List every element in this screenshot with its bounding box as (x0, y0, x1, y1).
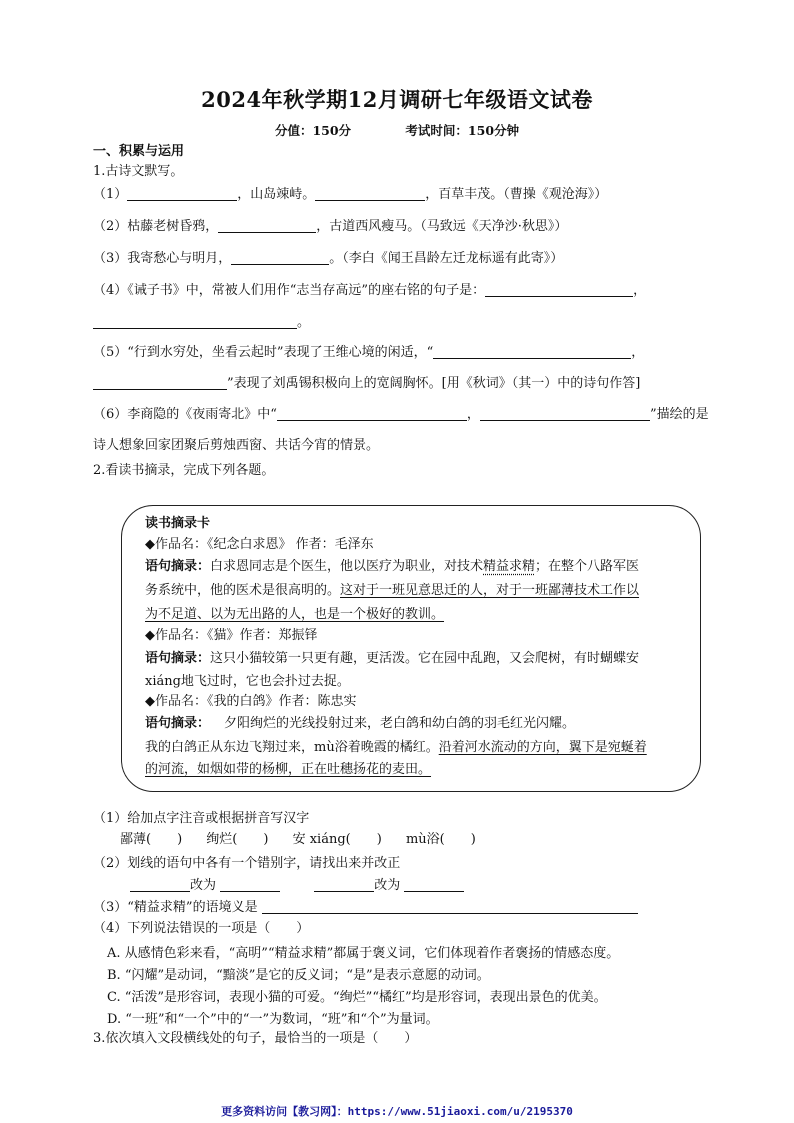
pinyin-item: 安 xiáng( ) (292, 832, 382, 847)
option-b[interactable]: B. “闪耀”是动词，“黯淡”是它的反义词；“是”是表示意愿的动词。 (107, 968, 490, 983)
q1-5: （5）“行到水穷处，坐看云起时”表现了王维心境的闲适，“ ， (93, 345, 645, 360)
answer-blank[interactable] (404, 877, 464, 892)
score-label: 分值：150分 (274, 123, 352, 138)
q2-title: 2.看读书摘录，完成下列各题。 (93, 463, 275, 478)
work-1-line-1: 语句摘录：白求恩同志是个医生，他以医疗为职业，对技术精益求精；在整个八路军医 (145, 559, 640, 574)
page-title: 2024年秋学期12月调研七年级语文试卷 (201, 87, 593, 112)
work-2: ◆作品名：《猫》作者：郑振铎 (145, 628, 318, 643)
footer-link[interactable]: 更多资料访问【教习网】：https://www.51jiaoxi.com/u/2195370 (221, 1105, 573, 1118)
work-2-line-2: xiáng地飞过时，它也会扑过去捉。 (145, 674, 350, 689)
q3-title: 3.依次填入文段横线处的句子，最恰当的一项是（ ） (93, 1031, 418, 1046)
sub-q3: （3）“精益求精”的语境义是 (93, 899, 638, 917)
answer-blank[interactable] (93, 314, 297, 329)
option-d[interactable]: D. “一班”和“一个”中的“一”为数词，“班”和“个”为量词。 (107, 1012, 439, 1027)
answer-blank[interactable] (277, 406, 467, 421)
answer-blank[interactable] (231, 250, 329, 265)
work-2-line-1: 语句摘录：这只小猫较第一只更有趣，更活泼。它在园中乱跑，又会爬树，有时蝴蝶安 (145, 651, 640, 666)
answer-blank[interactable] (315, 186, 425, 201)
work-1: ◆作品名：《纪念白求恩》 作者：毛泽东 (145, 537, 374, 552)
answer-blank[interactable] (262, 899, 638, 914)
answer-blank[interactable] (480, 406, 650, 421)
q1-4-cont: 。 (93, 314, 310, 332)
reading-card (121, 505, 701, 792)
work-3-line-3: 的河流，如烟如带的杨柳，正在吐穗扬花的麦田。 (145, 762, 432, 777)
work-3-line-2: 我的白鸽正从东边飞翔过来，mù浴着晚霞的橘红。沿着河水流动的方向，翼下是宛蜒着 (145, 740, 647, 755)
answer-blank[interactable] (433, 344, 631, 359)
q1-5-cont: ”表现了刘禹锡积极向上的宽阔胸怀。[用《秋词》（其一）中的诗句作答] (93, 375, 640, 393)
time-label: 考试时间：150分钟 (405, 123, 520, 138)
answer-blank[interactable] (130, 877, 190, 892)
q1-6: （6）李商隐的《夜雨寄北》中“ ， ”描绘的是 (93, 407, 709, 422)
work-1-line-3: 为不足道、以为无出路的人，也是一个极好的教训。 (145, 607, 445, 622)
answer-blank[interactable] (93, 375, 227, 390)
work-3-line-1: 语句摘录： 夕阳绚烂的光线投射过来，老白鸽和幼白鸽的羽毛红光闪耀。 (145, 716, 576, 731)
q1-3: （3）我寄愁心与明月， 。（李白《闻王昌龄左迁龙标遥有此寄》） (93, 251, 564, 266)
answer-blank[interactable] (314, 877, 374, 892)
answer-blank[interactable] (220, 877, 280, 892)
q1-2: （2）枯藤老树昏鸦， ，古道西风瘦马。（马致远《天净沙·秋思》） (93, 219, 568, 234)
work-1-line-2: 务系统中，他的医术是很高明的。这对于一班见意思迁的人，对于一班鄙薄技术工作以 (145, 583, 640, 598)
q1-4: （4）《诫子书》中，常被人们用作“志当存高远”的座右铭的句子是： ， (93, 283, 647, 298)
exam-meta (0, 121, 794, 139)
sub-q2-blanks: 改为 改为 (130, 877, 464, 895)
answer-blank[interactable] (218, 218, 316, 233)
section-heading: 一、积累与运用 (93, 144, 185, 159)
answer-blank[interactable] (485, 282, 633, 297)
pinyin-item: 绚烂( ) (206, 832, 269, 847)
q1-1: （1） ，山岛竦峙。 ，百草丰茂。（曹操《观沧海》） (93, 187, 608, 202)
sub-q1: （1）给加点字注音或根据拼音写汉字 (93, 811, 310, 826)
sub-q2: （2）划线的语句中各有一个错别字，请找出来并改正 (93, 856, 401, 871)
sub-q4: （4）下列说法错误的一项是（ ） (93, 921, 310, 936)
option-c[interactable]: C. “活泼”是形容词，表现小猫的可爱。“绚烂”“橘红”均是形容词，表现出景色的优美。 (107, 990, 607, 1005)
card-title: 读书摘录卡 (145, 516, 211, 531)
pinyin-item: mù浴( ) (405, 832, 476, 847)
q1-6-cont: 诗人想象回家团聚后剪烛西窗、共话今宵的情景。 (93, 438, 380, 453)
q1-title: 1.古诗文默写。 (93, 164, 184, 179)
answer-blank[interactable] (127, 186, 237, 201)
work-3: ◆作品名：《我的白鸽》作者：陈忠实 (145, 694, 357, 709)
option-a[interactable]: A. 从感情色彩来看，“高明”“精益求精”都属于褒义词，它们体现着作者褒扬的情感态度。 (107, 946, 620, 961)
sub-q1-items (120, 831, 476, 849)
pinyin-item: 鄙薄( ) (120, 832, 183, 847)
